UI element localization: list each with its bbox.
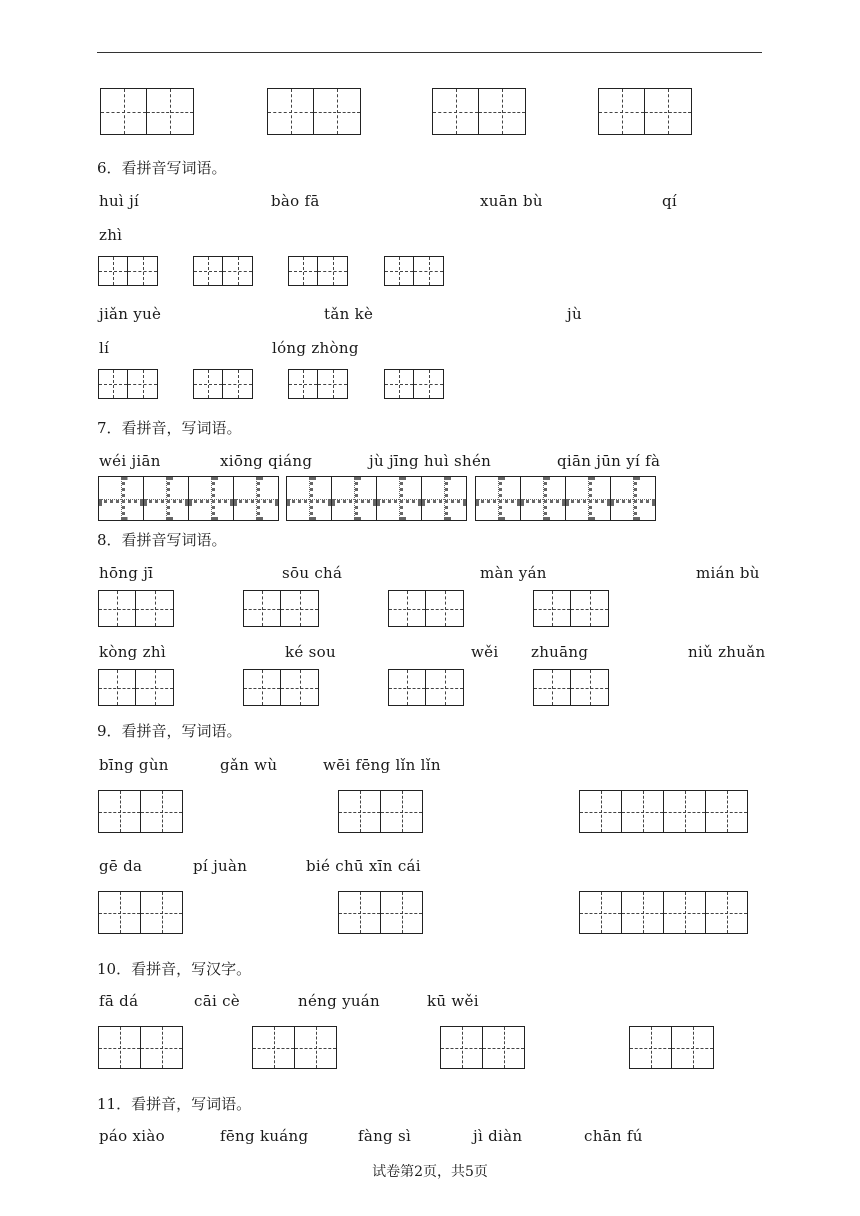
answer-grid[interactable] [388,669,464,706]
answer-grid-4[interactable] [579,790,748,833]
q8-pinyin: mián bù [696,564,760,582]
answer-grid-top-4[interactable] [598,88,692,135]
q11-title: 11．看拼音，写词语。 [97,1095,252,1113]
q6-pinyin: zhì [99,226,123,244]
q6-pinyin: bào fā [271,192,320,210]
answer-grid[interactable] [384,256,444,286]
answer-grid-4[interactable] [579,891,748,934]
q6-title: 6．看拼音写词语。 [97,159,227,177]
answer-grid[interactable] [98,669,174,706]
answer-grid[interactable] [533,669,609,706]
answer-grid[interactable] [252,1026,337,1069]
q7-pinyin: jù jīng huì shén [369,452,492,470]
q10-title: 10．看拼音，写汉字。 [97,960,252,978]
answer-grid[interactable] [98,790,183,833]
answer-grid[interactable] [384,369,444,399]
answer-grid[interactable] [440,1026,525,1069]
q11-pinyin: fēng kuáng [220,1127,309,1145]
answer-grid[interactable] [193,369,253,399]
q11-pinyin: jì diàn [473,1127,523,1145]
answer-grid-top-3[interactable] [432,88,526,135]
q9-pinyin: bié chū xīn cái [306,857,421,875]
answer-grid[interactable] [388,590,464,627]
q8-pinyin: kòng zhì [99,643,166,661]
answer-grid-4[interactable] [286,476,467,521]
q11-pinyin: fàng sì [358,1127,412,1145]
q8-pinyin: zhuāng [531,643,589,661]
q6-pinyin: jiǎn yuè [99,305,162,323]
answer-grid[interactable] [338,790,423,833]
q7-pinyin: xiōng qiáng [220,452,313,470]
answer-grid[interactable] [629,1026,714,1069]
q6-pinyin: lóng zhòng [272,339,359,357]
q11-pinyin: páo xiào [99,1127,165,1145]
answer-grid[interactable] [338,891,423,934]
q7-pinyin: qiān jūn yí fà [557,452,661,470]
answer-grid[interactable] [98,1026,183,1069]
q6-pinyin: xuān bù [480,192,543,210]
q8-pinyin: ké sou [285,643,336,661]
q11-pinyin: chān fú [584,1127,643,1145]
q9-pinyin: wēi fēng lǐn lǐn [323,756,441,774]
q6-pinyin: tǎn kè [324,305,374,323]
answer-grid[interactable] [193,256,253,286]
page-footer: 试卷第2页，共5页 [372,1164,488,1180]
answer-grid-4[interactable] [98,476,279,521]
q10-pinyin: fā dá [99,992,139,1010]
answer-grid-top-2[interactable] [267,88,361,135]
answer-grid[interactable] [243,590,319,627]
q9-title: 9．看拼音，写词语。 [97,722,242,740]
q9-pinyin: gē da [99,857,143,875]
q6-pinyin: qí [662,192,677,210]
q8-pinyin: hōng jī [99,564,154,582]
answer-grid-top-1[interactable] [100,88,194,135]
answer-grid[interactable] [243,669,319,706]
answer-grid[interactable] [533,590,609,627]
q8-pinyin: màn yán [480,564,547,582]
q8-pinyin: wěi [471,643,499,661]
answer-grid[interactable] [98,590,174,627]
q6-pinyin: lí [99,339,110,357]
q10-pinyin: néng yuán [298,992,381,1010]
q9-pinyin: gǎn wù [220,756,278,774]
q10-pinyin: kū wěi [427,992,479,1010]
answer-grid-4[interactable] [475,476,656,521]
q6-pinyin: huì jí [99,192,140,210]
q7-title: 7．看拼音，写词语。 [97,419,242,437]
answer-grid[interactable] [288,369,348,399]
q8-pinyin: sōu chá [282,564,343,582]
answer-grid[interactable] [98,891,183,934]
q8-title: 8．看拼音写词语。 [97,531,227,549]
q9-pinyin: pí juàn [193,857,248,875]
q7-pinyin: wéi jiān [99,452,161,470]
answer-grid[interactable] [288,256,348,286]
answer-grid[interactable] [98,256,158,286]
q6-pinyin: jù [567,305,582,323]
q9-pinyin: bīng gùn [99,756,169,774]
header-rule [97,52,762,53]
q8-pinyin: niǔ zhuǎn [688,643,766,661]
answer-grid[interactable] [98,369,158,399]
q10-pinyin: cāi cè [194,992,240,1010]
